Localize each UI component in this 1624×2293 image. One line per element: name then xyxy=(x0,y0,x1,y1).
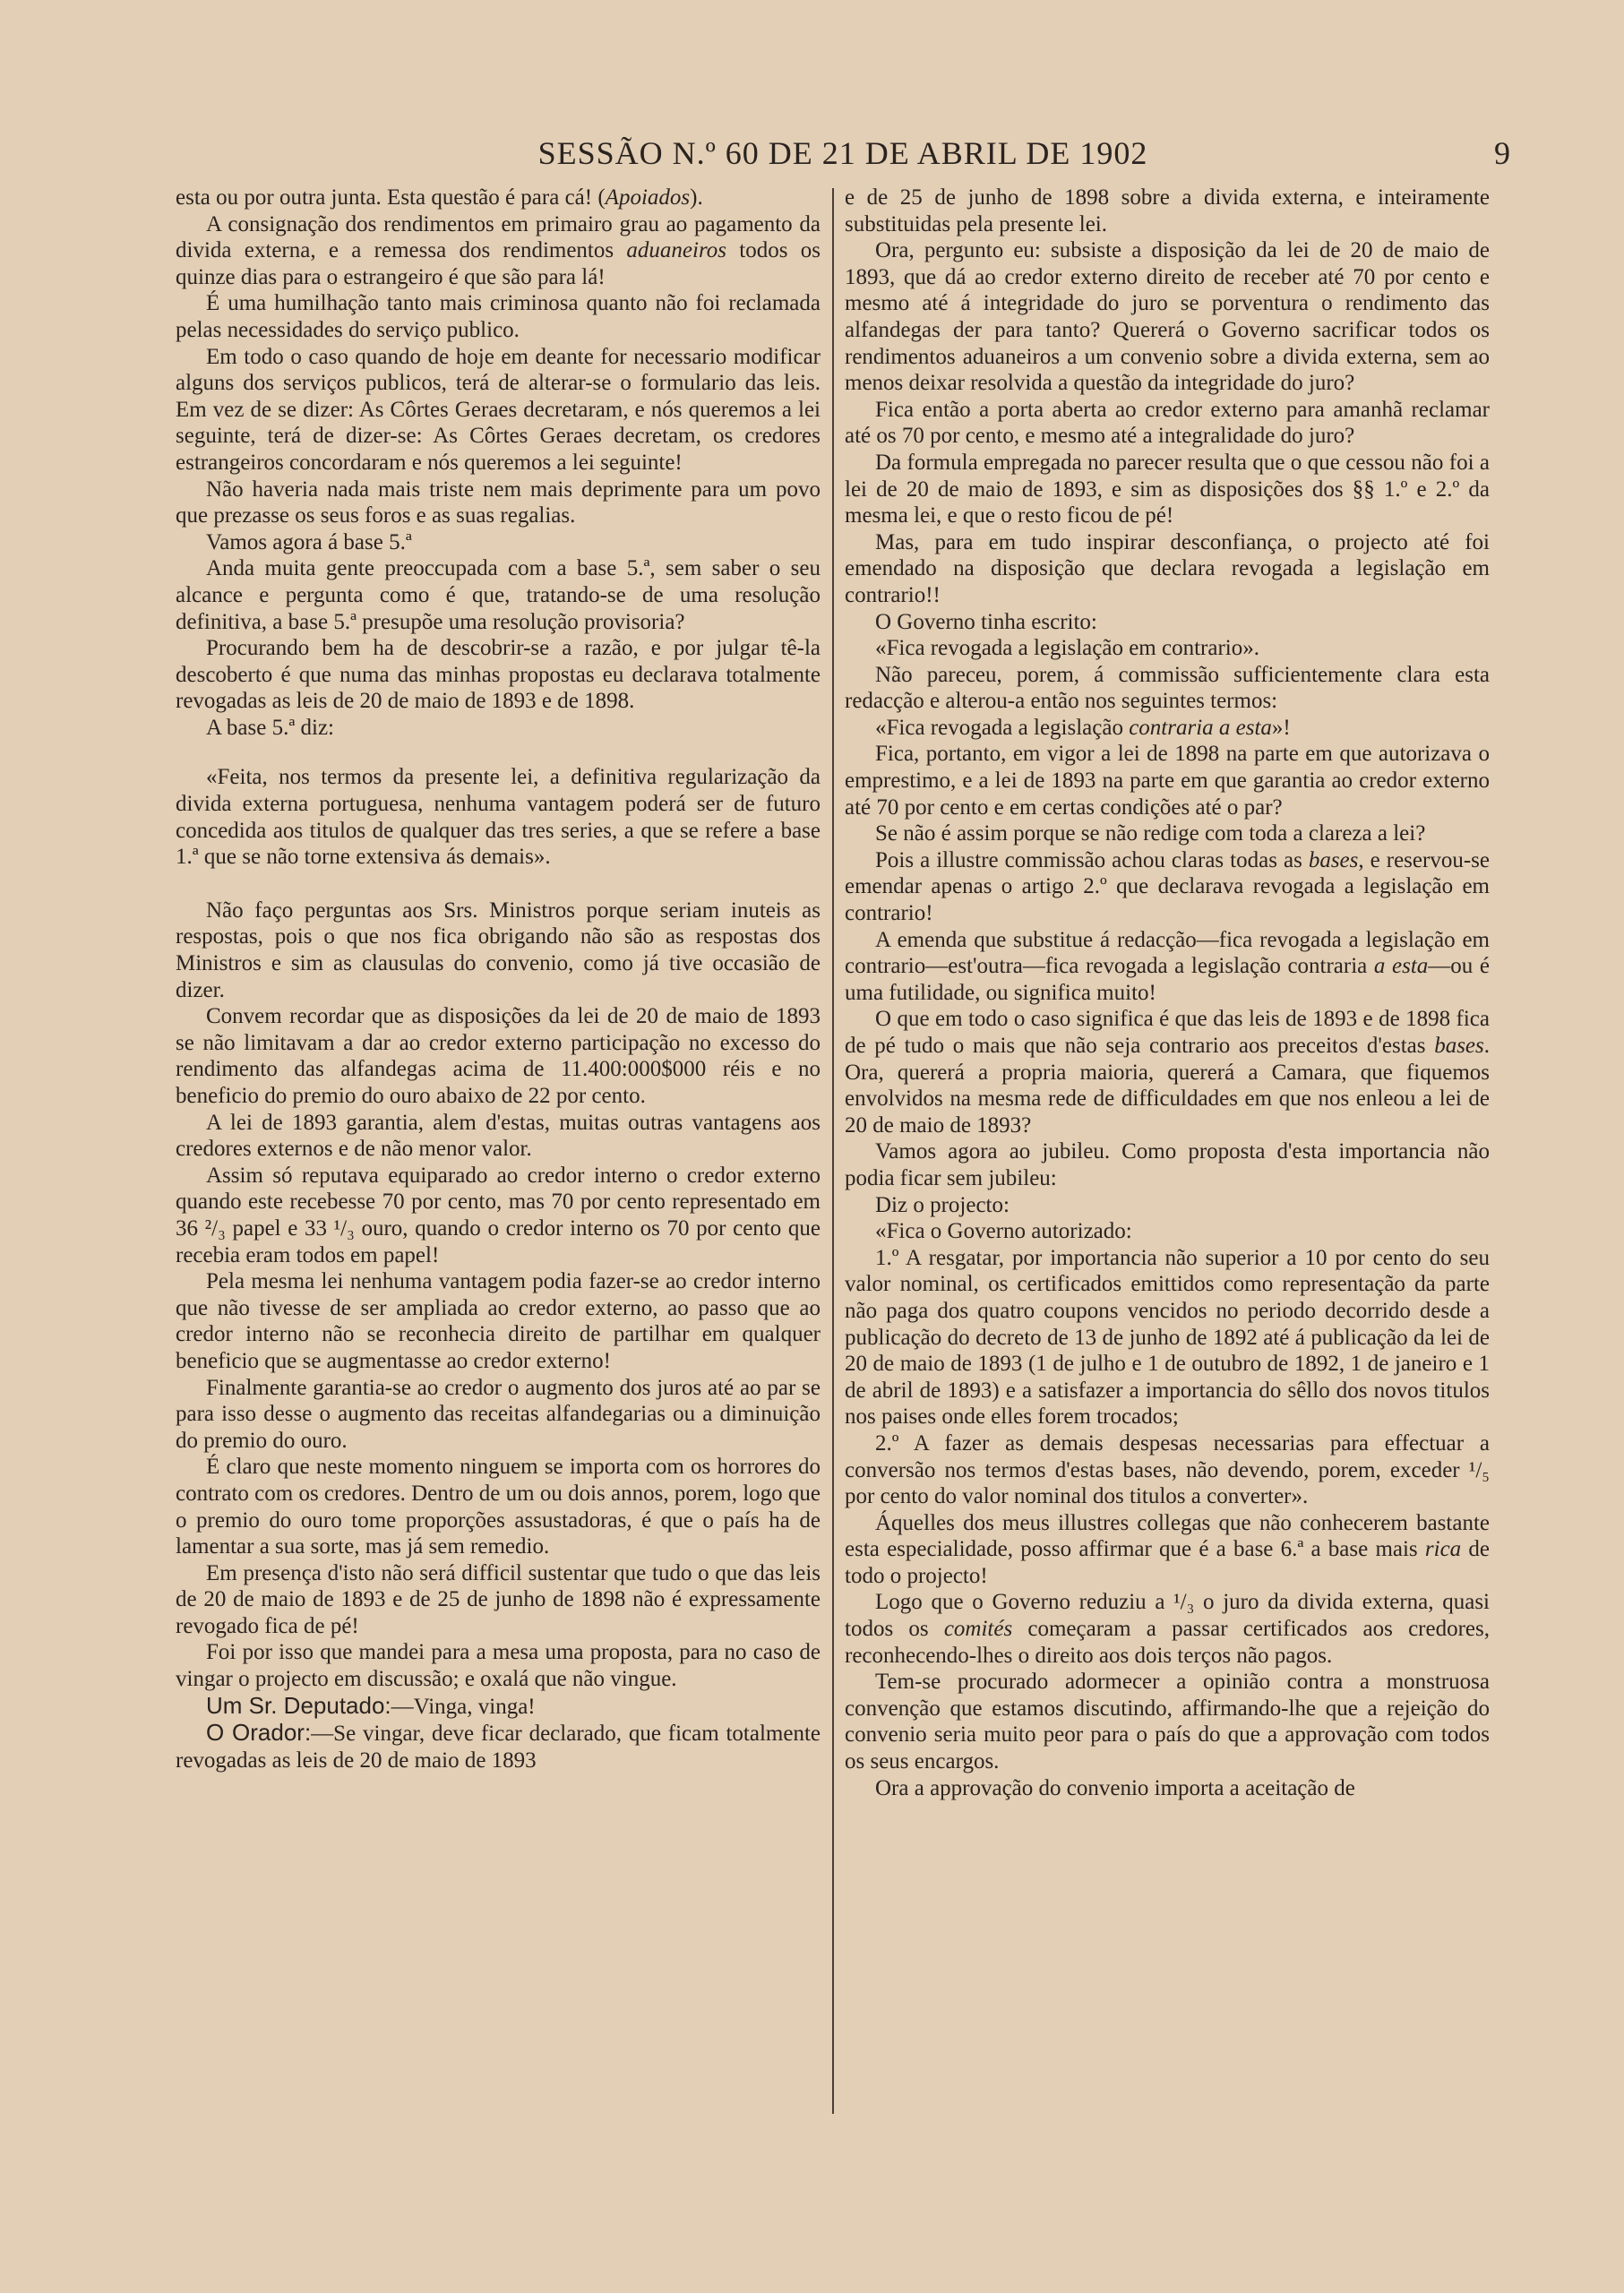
paragraph: Vamos agora ao jubileu. Como proposta d'esta importancia não podia ficar sem jubileu: xyxy=(845,1139,1490,1190)
right-column xyxy=(845,185,1490,1801)
paragraph: Procurando bem ha de descobrir-se a razão, e por julgar tê-la descoberto é que numa das minhas propostas eu declarava totalmente revogadas as leis de 20 de maio de 1893 e de 1898. xyxy=(176,636,821,714)
paragraph: Ora a approvação do convenio importa a aceitação de xyxy=(875,1775,1355,1800)
paragraph: Da formula empregada no parecer resulta que o que cessou não foi a lei de 20 de maio de 1893, e sim as disposições dos §§ 1.º e 2.º da mesma lei, e que o resto ficou de pé! xyxy=(845,450,1490,528)
speech-line: O Orador:—Se vingar, deve ficar declarado, que ficam totalmente revogadas as leis de 20 de maio de 1893 xyxy=(176,1719,821,1773)
paragraph: 2.º A fazer as demais despesas necessarias para effectuar a conversão nos termos d'estas bases, não devendo, porem, exceder ¹/₅ por cento do valor nominal dos titulos a converter». xyxy=(845,1430,1490,1509)
paragraph: 1.º A resgatar, por importancia não superior a 10 por cento do seu valor nominal, os certificados emittidos como representação da parte não paga dos quatro coupons vencidos no periodo decorrido desde a publicação do decreto de 13 de junho de 1892 até á publicação da lei de 20 de maio de 1893 (1 de julho e 1 de outubro de 1892, 1 de janeiro e 1 de abril de 1893) e a satisfazer a importancia do sêllo dos novos titulos nos paises onde elles forem trocados; xyxy=(845,1245,1490,1430)
speaker-name: Um Sr. Deputado: xyxy=(206,1691,391,1719)
paragraph: Ora, pergunto eu: subsiste a disposição da lei de 20 de maio de 1893, que dá ao credor externo direito de receber até 70 por cento e mesmo até á integridade do juro se porventura o rendimento das alfandegas der para tanto? Quererá o Governo sacrificar todos os rendimentos aduaneiros a um convenio sobre a divida externa, sem ao menos deixar resolvida a questão da integridade do juro? xyxy=(845,238,1490,396)
paragraph: Assim só reputava equiparado ao credor interno o credor externo quando este recebesse 70 por cento, mas 70 por cento representado em 36 ²/₃ papel e 33 ¹/₃ ouro, quando o credor interno os 70 por cento que recebia eram todos em papel! xyxy=(176,1163,821,1267)
paragraph: A lei de 1893 garantia, alem d'estas, muitas outras vantagens aos credores externos e de não menor valor. xyxy=(176,1110,821,1162)
paragraph: A consignação dos rendimentos em primairo grau ao pagamento da divida externa, e a remessa dos rendimentos aduaneiros todos os quinze dias para o estrangeiro é que são para lá! xyxy=(176,211,821,289)
paragraph: Não faço perguntas aos Srs. Ministros porque seriam inuteis as respostas, pois o que nos fica obrigando não são as respostas dos Ministros e sim as clausulas do convenio, como já tive occasião de dizer. xyxy=(176,897,821,1002)
paragraph: esta ou por outra junta. Esta questão é para cá! (Apoiados). xyxy=(176,185,703,210)
paragraph: «Fica o Governo autorizado: xyxy=(875,1219,1132,1244)
paragraph: A base 5.ª diz: xyxy=(206,715,334,740)
paragraph: Logo que o Governo reduziu a ¹/₃ o juro da divida externa, quasi todos os comités começaram a passar certificados aos credores, reconhecendo-lhes o direito aos dois terços não pagos. xyxy=(845,1590,1490,1668)
paragraph: Áquelles dos meus illustres collegas que não conhecerem bastante esta especialidade, posso affirmar que é a base 6.ª a base mais rica de todo o projecto! xyxy=(845,1510,1490,1588)
paragraph: Finalmente garantia-se ao credor o augmento dos juros até ao par se para isso desse o augmento das receitas alfandegarias ou a diminuição do premio do ouro. xyxy=(176,1375,821,1453)
column-divider xyxy=(832,188,834,2114)
paragraph: Anda muita gente preoccupada com a base 5.ª, sem saber o seu alcance e pergunta como é que, tratando-se de uma resolução definitiva, a base 5.ª presupõe uma resolução provisoria? xyxy=(176,556,821,634)
speech-line: Um Sr. Deputado:—Vinga, vinga! xyxy=(206,1691,536,1719)
paragraph: Convem recordar que as disposições da lei de 20 de maio de 1893 se não limitavam a dar ao credor externo participação no excesso do rendimento das alfandegas acima de 11.400:000$000 réis e no beneficio do premio do ouro abaixo de 22 por cento. xyxy=(176,1004,821,1108)
paragraph: A emenda que substitue á redacção—fica revogada a legislação em contrario—est'outra—fica revogada a legislação contraria a esta—ou é uma futilidade, ou significa muito! xyxy=(845,927,1490,1005)
paragraph: Não pareceu, porem, á commissão sufficientemente clara esta redacção e alterou-a então nos seguintes termos: xyxy=(845,662,1490,714)
paragraph: É claro que neste momento ninguem se importa com os horrores do contrato com os credores. Dentro de um ou dois annos, porem, logo que o premio do ouro tome proporções assustadoras, é que o país ha de lamentar a sua sorte, mas já sem remedio. xyxy=(176,1455,821,1559)
paragraph: Fica, portanto, em vigor a lei de 1898 na parte em que autorizava o emprestimo, e a lei de 1893 na parte em que garantia ao credor externo até 70 por cento e em certas condições até o par? xyxy=(845,742,1490,820)
page-number: 9 xyxy=(1494,135,1510,171)
paragraph: Foi por isso que mandei para a mesa uma proposta, para no caso de vingar o projecto em discussão; e oxalá que não vingue. xyxy=(176,1640,821,1692)
paragraph: Vamos agora á base 5.ª xyxy=(206,529,412,554)
paragraph: O que em todo o caso significa é que das leis de 1893 e de 1898 fica de pé tudo o mais que não seja contrario aos preceitos d'estas bases. Ora, quererá a propria maioria, quererá a Camara, que fiquemos envolvidos na mesma rede de difficuldades em que nos enleou a lei de 20 de maio de 1893? xyxy=(845,1007,1490,1138)
paragraph: É uma humilhação tanto mais criminosa quanto não foi reclamada pelas necessidades do serviço publico. xyxy=(176,291,821,342)
paragraph: e de 25 de junho de 1898 sobre a divida externa, e inteiramente substituidas pela presente lei. xyxy=(845,185,1490,236)
paragraph: Pois a illustre commissão achou claras todas as bases, e reservou-se emendar apenas o artigo 2.º que declarava revogada a legislação em contrario! xyxy=(845,847,1490,926)
page-header xyxy=(176,134,1510,177)
paragraph: O Governo tinha escrito: xyxy=(875,609,1097,634)
paragraph: Em presença d'isto não será difficil sustentar que tudo o que das leis de 20 de maio de 1893 e de 25 de junho de 1898 não é expressamente revogado fica de pé! xyxy=(176,1560,821,1638)
quoted-base: «Feita, nos termos da presente lei, a definitiva regularização da divida externa portuguesa, nenhuma vantagem poderá ser de futuro concedida aos titulos de qualquer das tres series, a que se refere a base 1.ª que se não torne extensiva ás demais». xyxy=(176,765,821,870)
speaker-name: O Orador: xyxy=(206,1719,312,1747)
left-column xyxy=(176,185,821,1773)
paragraph: «Fica revogada a legislação em contrario». xyxy=(875,636,1259,661)
paragraph: Pela mesma lei nenhuma vantagem podia fazer-se ao credor interno que não tivesse de ser ampliada ao credor externo, ao passo que ao credor interno não se reconhecia direito de partilhar em qualquer beneficio que se augmentasse ao credor externo! xyxy=(176,1269,821,1373)
paragraph: Mas, para em tudo inspirar desconfiança, o projecto até foi emendado na disposição que declara revogada a legislação em contrario!! xyxy=(845,529,1490,607)
paragraph: «Fica revogada a legislação contraria a esta»! xyxy=(875,715,1291,740)
paragraph: Diz o projecto: xyxy=(875,1192,1010,1217)
paragraph: Se não é assim porque se não redige com toda a clareza a lei? xyxy=(875,821,1426,846)
paragraph: Fica então a porta aberta ao credor externo para amanhã reclamar até os 70 por cento, e mesmo até a integralidade do juro? xyxy=(845,397,1490,449)
paragraph: Não haveria nada mais triste nem mais deprimente para um povo que prezasse os seus foros e as suas regalias. xyxy=(176,477,821,528)
paragraph: Em todo o caso quando de hoje em deante for necessario modificar alguns dos serviços publicos, terá de alterar-se o formulario das leis. Em vez de se dizer: As Côrtes Geraes decretaram, e nós queremos a lei seguinte, terá de dizer-se: As Côrtes Geraes decretam, os credores estrangeiros concordaram e nós queremos a lei seguinte! xyxy=(176,344,821,475)
page-title: SESSÃO N.º 60 DE 21 DE ABRIL DE 1902 xyxy=(537,135,1148,171)
paragraph: Tem-se procurado adormecer a opinião contra a monstruosa convenção que estamos discutindo, affirmando-lhe que a rejeição do convenio seria muito peor para o país do que a approvação com todos os seus encargos. xyxy=(845,1670,1490,1774)
